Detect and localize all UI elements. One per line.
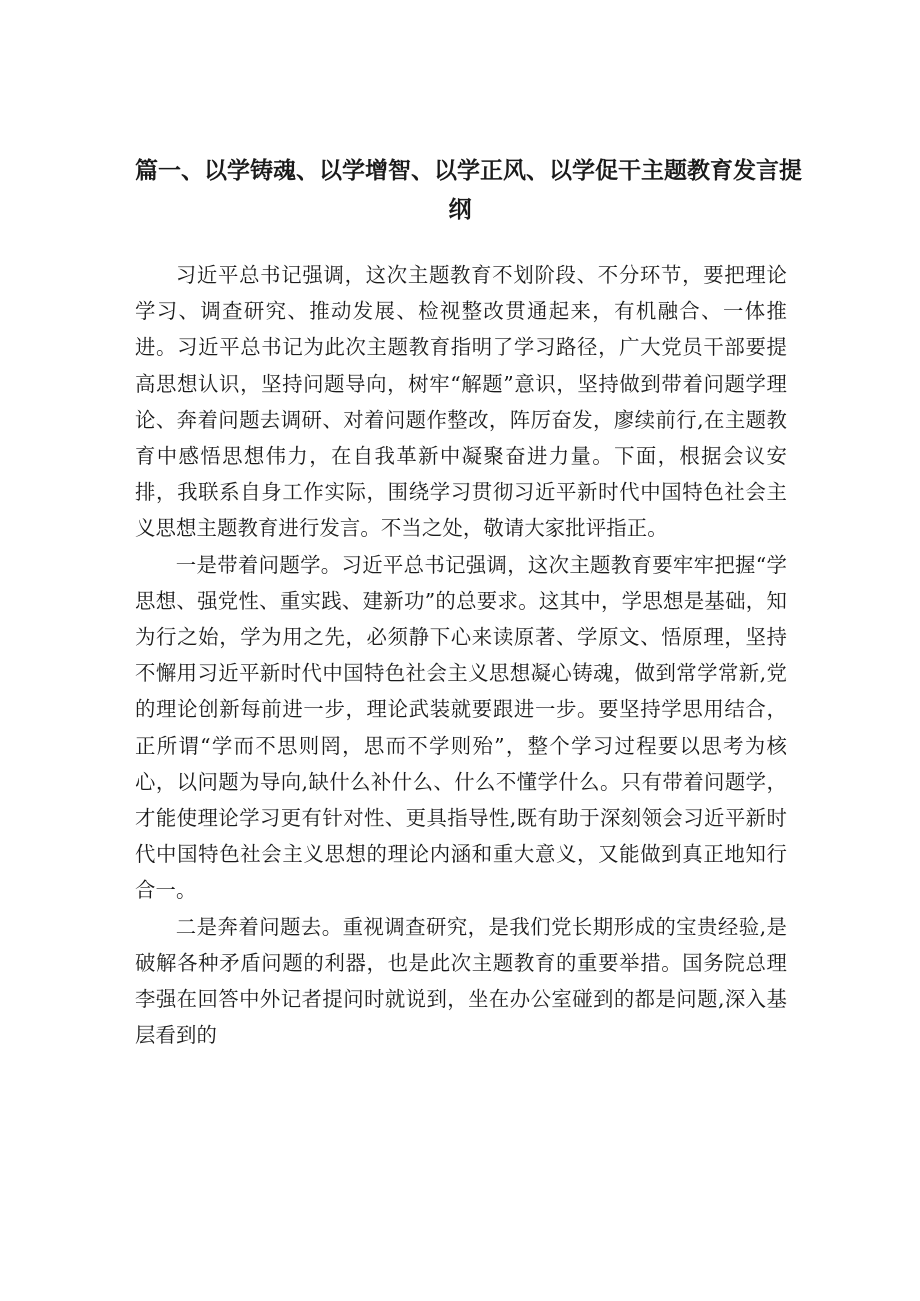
document-body bbox=[135, 257, 787, 1053]
document-title-line-2: 纲 bbox=[448, 197, 472, 223]
paragraph-intro: 习近平总书记强调，这次主题教育不划阶段、不分环节，要把理论学习、调查研究、推动发展、检视整改贯通起来，有机融合、一体推进。习近平总书记为此次主题教育指明了学习路径，广大党员干部要提高思想认识，坚持问题导向，树牢“解题”意识，坚持做到带着问题学理论、奔着问题去调研、对着问题作整改，阵厉奋发，廖续前行,在主题教育中感悟思想伟力，在自我革新中凝聚奋进力量。下面，根据会议安排，我联系自身工作实际，围绕学习贯彻习近平新时代中国特色社会主义思想主题教育进行发言。不当之处，敬请大家批评指正。 bbox=[135, 263, 787, 541]
paragraph-point-two: 二是奔着问题去。重视调查研究，是我们党长期形成的宝贵经验,是破解各种矛盾问题的利器，也是此次主题教育的重要举措。国务院总理李强在回答中外记者提问时就说到，坐在办公室碰到的都是问题,深入基层看到的 bbox=[135, 914, 787, 1048]
document-title-line-1: 篇一、以学铸魂、以学增智、以学正风、以学促干主题教育发言提 bbox=[135, 158, 802, 184]
paragraph-point-one: 一是带着问题学。习近平总书记强调，这次主题教育要牢牢把握“学思想、强党性、重实践、建新功”的总要求。这其中，学思想是基础，知为行之始，学为用之先，必须静下心来读原著、学原文、悟原理，坚持不懈用习近平新时代中国特色社会主义思想凝心铸魂，做到常学常新,党的理论创新每前进一步，理论武装就要跟进一步。要坚持学思用结合，正所谓“学而不思则罔，思而不学则殆”，整个学习过程要以思考为核心，以问题为导向,缺什么补什么、什么不懂学什么。只有带着问题学，才能使理论学习更有针对性、更具指导性,既有助于深刻领会习近平新时代中国特色社会主义思想的理论内涵和重大意义，又能做到真正地知行合一。 bbox=[135, 552, 787, 903]
